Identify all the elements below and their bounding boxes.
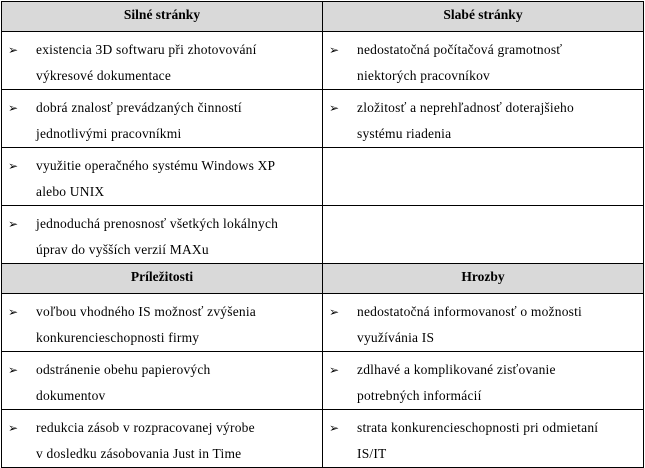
item-line: nedostatočná počítačová gramotnosť bbox=[357, 42, 563, 57]
weakness-item bbox=[323, 32, 644, 90]
item-line: voľbou vhodného IS možnosť zvýšenia bbox=[36, 304, 256, 319]
strength-item bbox=[2, 206, 323, 264]
opportunity-item bbox=[2, 352, 323, 410]
item-line: úprav do vyšších verzií MAXu bbox=[36, 242, 209, 257]
item-line: odstránenie obehu papierových bbox=[36, 362, 211, 377]
item-line: dobrá znalosť prevádzaných činností bbox=[36, 100, 242, 115]
item-line: jednotlivými pracovníkmi bbox=[36, 126, 182, 141]
item-line: potrebných informácií bbox=[357, 388, 482, 403]
arrowhead-bullet-icon: ➢ bbox=[329, 363, 340, 377]
threat-item bbox=[323, 352, 644, 410]
swot-table bbox=[1, 1, 644, 468]
arrowhead-bullet-icon: ➢ bbox=[8, 217, 19, 231]
item-line: niektorých pracovníkov bbox=[357, 68, 490, 83]
item-line: zložitosť a neprehľadnosť doterajšieho bbox=[357, 100, 574, 115]
item-line: alebo UNIX bbox=[36, 184, 105, 199]
arrowhead-bullet-icon: ➢ bbox=[329, 305, 340, 319]
strength-item bbox=[2, 32, 323, 90]
threat-item bbox=[323, 294, 644, 352]
item-line: dokumentov bbox=[36, 388, 106, 403]
opportunity-item bbox=[2, 294, 323, 352]
item-line: systému riadenia bbox=[357, 126, 452, 141]
arrowhead-bullet-icon: ➢ bbox=[8, 101, 19, 115]
item-line: využívánia IS bbox=[357, 330, 435, 345]
item-line: jednoduchá prenosnosť všetkých lokálnych bbox=[36, 216, 279, 231]
arrowhead-bullet-icon: ➢ bbox=[329, 421, 340, 435]
empty-cell bbox=[323, 206, 644, 264]
strength-item bbox=[2, 148, 323, 206]
empty-cell bbox=[323, 148, 644, 206]
strength-item bbox=[2, 90, 323, 148]
arrowhead-bullet-icon: ➢ bbox=[8, 43, 19, 57]
item-line: redukcia zásob v rozpracovanej výrobe bbox=[36, 420, 255, 435]
threat-item bbox=[323, 410, 644, 468]
arrowhead-bullet-icon: ➢ bbox=[329, 101, 340, 115]
arrowhead-bullet-icon: ➢ bbox=[8, 159, 19, 173]
arrowhead-bullet-icon: ➢ bbox=[8, 363, 19, 377]
opportunities-header: Príležitosti bbox=[2, 264, 323, 294]
strengths-header: Silné stránky bbox=[2, 2, 323, 32]
opportunity-item bbox=[2, 410, 323, 468]
threats-header: Hrozby bbox=[323, 264, 644, 294]
item-line: existencia 3D softwaru při zhotovování bbox=[36, 42, 257, 57]
weakness-item bbox=[323, 90, 644, 148]
item-line: výkresové dokumentace bbox=[36, 68, 172, 83]
item-line: strata konkurencieschopnosti pri odmietaní bbox=[357, 420, 599, 435]
arrowhead-bullet-icon: ➢ bbox=[8, 305, 19, 319]
arrowhead-bullet-icon: ➢ bbox=[329, 43, 340, 57]
item-line: v dosledku zásobovania Just in Time bbox=[36, 446, 242, 461]
item-line: zdlhavé a komplikované zisťovanie bbox=[357, 362, 556, 377]
arrowhead-bullet-icon: ➢ bbox=[8, 421, 19, 435]
item-line: IS/IT bbox=[357, 446, 387, 461]
item-line: využitie operačného systému Windows XP bbox=[36, 158, 276, 173]
item-line: konkurencieschopnosti firmy bbox=[36, 330, 200, 345]
weaknesses-header: Slabé stránky bbox=[323, 2, 644, 32]
item-line: nedostatočná informovanosť o možnosti bbox=[357, 304, 583, 319]
